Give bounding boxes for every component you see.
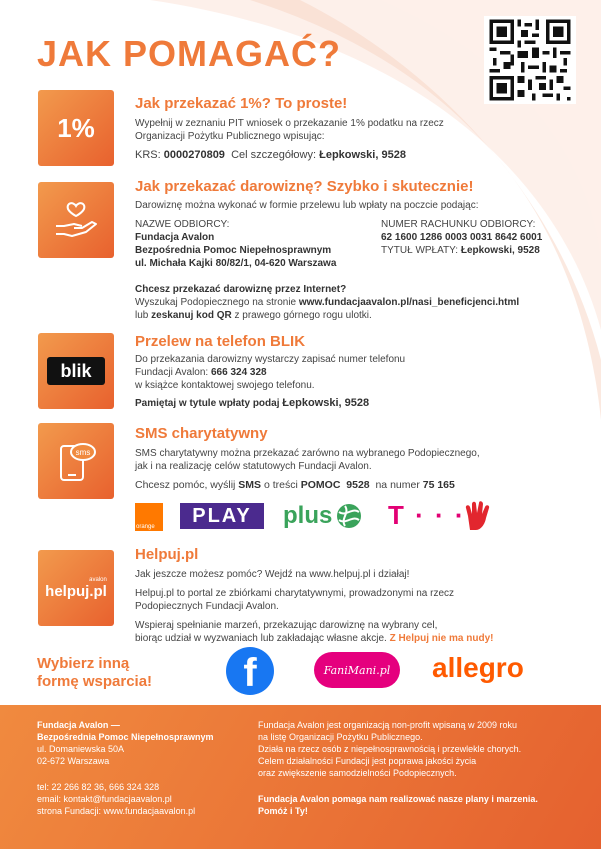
footer-phone: tel: 22 266 82 36, 666 324 328 xyxy=(37,782,160,792)
facebook-icon[interactable]: f xyxy=(226,647,274,695)
section5-text: Jak jeszcze możesz pomóc? Wejdź na www.helpuj.pl i działaj! Helpuj.pl to portal ze zbiórkami charytatywnymi, prowadzonymi na rzecz Podopiecznych Fundacji Avalon. Wspieraj spełnianie marzeń, przekazując darowiznę na wybrany cel, biorąc udział w wyzwaniach lub zakładając własne akcje. Z Helpuj nie ma nudy! xyxy=(135,569,494,644)
play-logo: PLAY xyxy=(180,503,264,529)
footer-contact: Fundacja Avalon — Bezpośrednia Pomoc Niepełnosprawnym ul. Domaniewska 50A 02-672 Warszawa tel: 22 266 82 36, 666 324 328 email: kontakt@fundacjaavalon.pl strona Fundacji: www.fundacjaavalon.pl xyxy=(37,719,247,817)
footer xyxy=(0,705,601,849)
plus-ball-icon xyxy=(336,503,362,529)
other-support-heading: Wybierz inną formę wsparcia! xyxy=(37,655,153,690)
krs-row: KRS: 0000270809 Cel szczegółowy: Łepkowski, 9528 xyxy=(135,149,406,161)
qr-code[interactable] xyxy=(484,16,576,104)
blik-logo: blik xyxy=(47,357,105,385)
one-percent-tile xyxy=(38,90,114,166)
section1-title: Jak przekazać 1%? To proste! xyxy=(135,95,348,112)
section2-intro: Darowiznę można wykonać w formie przelewu lub wpłaty na poczcie podając: xyxy=(135,200,479,211)
section5-title: Helpuj.pl xyxy=(135,546,199,563)
orange-logo: orange xyxy=(135,503,163,531)
account-number: 62 1600 1286 0003 0031 8642 6001 xyxy=(381,232,543,243)
blik-phone: 666 324 328 xyxy=(210,367,267,378)
footer-email[interactable]: email: kontakt@fundacjaavalon.pl xyxy=(37,794,172,804)
section1-text: Wypełnij w zeznaniu PIT wniosek o przekazanie 1% podatku na rzecz Organizacji Pożytku Publicznego wpisując: KRS: 0000270809 Cel szczegółowy: Łepkowski, 9528 xyxy=(135,118,444,161)
blik-tile xyxy=(38,333,114,409)
section4-text: SMS charytatywny można przekazać zarówno na wybranego Podopiecznego, jak i na realizację celów statutowych Fundacji Avalon. Chcesz pomóc, wyślij SMS o treści POMOC 9528 na numer 75 165 xyxy=(135,448,480,491)
section3-title: Przelew na telefon BLIK xyxy=(135,333,306,350)
krs-value: 0000270809 xyxy=(163,149,225,161)
helpuj-logo: helpuj.pl xyxy=(45,582,107,600)
donation-tile xyxy=(38,182,114,258)
sms-instruction: Chcesz pomóc, wyślij SMS o treści POMOC 9528 na numer 75 165 xyxy=(135,479,455,491)
plus-logo: plus xyxy=(283,502,362,530)
account-block: NUMER RACHUNKU ODBIORCY: 62 1600 1286 0003 0031 8642 6001 TYTUŁ WPŁATY: Łepkowski, 9528 xyxy=(381,219,543,256)
section2-title: Jak przekazać darowiznę? Szybko i skutecznie! xyxy=(135,178,474,195)
t-mobile-logo: T · · · xyxy=(388,499,466,530)
section4-title: SMS charytatywny xyxy=(135,425,268,442)
hand-heart-icon xyxy=(52,200,100,240)
fanimani-logo[interactable]: FaniMani.pl xyxy=(314,652,400,688)
section3-text: Do przekazania darowizny wystarczy zapisać numer telefonu Fundacji Avalon: 666 324 328 w książce kontaktowej swojego telefonu. Pamiętaj w tytule wpłaty podaj Łepkowski, 9528 xyxy=(135,354,406,409)
cel-value: Łepkowski, 9528 xyxy=(319,149,406,161)
heyah-hand-icon xyxy=(462,500,494,532)
beneficiaries-link[interactable]: www.fundacjaavalon.pl/nasi_beneficjenci.html xyxy=(298,297,520,308)
svg-text:sms: sms xyxy=(75,448,91,457)
internet-block: Chcesz przekazać darowiznę przez Internet? Wyszukaj Podopiecznego na stronie www.fundacjaavalon.pl/nasi_beneficjenci.html lub zeskanuj kod QR z prawego górnego rogu ulotki. xyxy=(135,284,520,321)
sms-tile xyxy=(38,423,114,499)
phone-sms-icon xyxy=(53,438,99,484)
footer-website[interactable]: strona Fundacji: www.fundacjaavalon.pl xyxy=(37,806,196,816)
one-percent-icon: 1% xyxy=(57,112,95,143)
allegro-logo[interactable]: allegro xyxy=(432,652,524,683)
page-title: JAK POMAGAĆ? xyxy=(37,33,342,74)
footer-about: Fundacja Avalon jest organizacją non-profit wpisaną w 2009 roku na listę Organizacji Pożytku Publicznego. Działa na rzecz osób z niepełnosprawnością i przewlekle chorych. Celem działalności Fundacji jest poprawa jakości życia oraz zwiększenie samodzielności Podopiecznych. Fundacja Avalon pomaga nam realizować nasze plany i marzenia. Pomóż i Ty! xyxy=(258,720,538,816)
recipient-block: NAZWE ODBIORCY: Fundacja Avalon Bezpośrednia Pomoc Niepełnosprawnym ul. Michała Kajki 80/82/1, 04-620 Warszawa xyxy=(135,219,337,269)
helpuj-tile: avalon helpuj.pl xyxy=(38,550,114,626)
